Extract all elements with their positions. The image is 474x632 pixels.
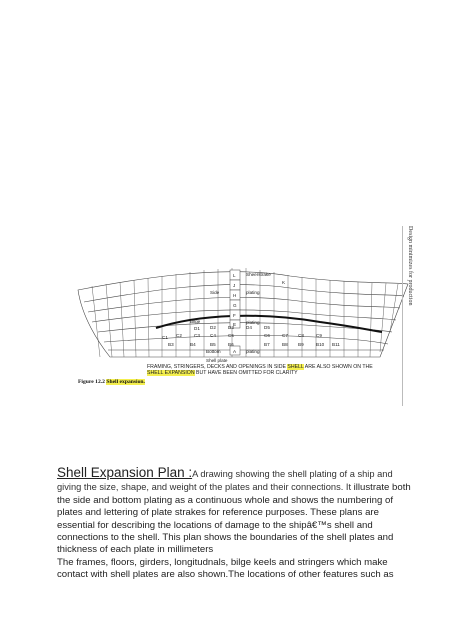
label-f: F bbox=[233, 313, 236, 318]
label-g: G bbox=[233, 303, 237, 308]
label-b10: B10 bbox=[316, 342, 325, 347]
figure-note-line-2: SHELL EXPANSION BUT HAVE BEEN OMITTED FOR CLARITY bbox=[147, 370, 298, 376]
label-e: E bbox=[233, 322, 237, 327]
label-d2: D2 bbox=[210, 325, 216, 330]
label-b8: B8 bbox=[282, 342, 288, 347]
label-h: H bbox=[233, 293, 237, 298]
lead-text: A drawing showing the shell plating of a ship and giving the size, shape, and weight of the plates and their connections. It bbox=[57, 469, 393, 493]
label-c2: C2 bbox=[176, 333, 182, 338]
label-plating-bottom: plating bbox=[246, 349, 260, 354]
label-plating-mid: plating bbox=[246, 320, 260, 325]
label-b3: B3 bbox=[168, 342, 174, 347]
label-bilge: Bilge bbox=[190, 319, 201, 324]
label-c7: C7 bbox=[282, 333, 288, 338]
figure-caption-text: Shell expansion. bbox=[106, 379, 145, 385]
document-body bbox=[57, 467, 419, 582]
label-sheerstrake: Sheerstrake bbox=[246, 272, 271, 277]
paragraph-1-text: illustrate both the side and bottom plating as a continuous whole and shows the numbering of plates and lettering of plate strakes for reference purposes. These plans are essential for describing the locations of damage to the shipâ€™s shell and connections to the shell. This plan shows the boundaries of the shell plates and thickness of each plate in millimeters bbox=[57, 482, 411, 556]
label-d4: D4 bbox=[246, 325, 252, 330]
label-c5: C5 bbox=[228, 333, 234, 338]
section-heading: Shell Expansion Plan : bbox=[57, 465, 193, 480]
label-j: J bbox=[233, 283, 236, 288]
label-k: K bbox=[282, 280, 286, 285]
label-d1: D1 bbox=[194, 326, 200, 331]
label-b6: B6 bbox=[228, 342, 234, 347]
label-plating-upper: plating bbox=[246, 290, 260, 295]
label-b9: B9 bbox=[298, 342, 304, 347]
label-b4: B4 bbox=[190, 342, 196, 347]
label-c8: C8 bbox=[298, 333, 304, 338]
label-l: L bbox=[233, 273, 236, 278]
label-shell-plate: Shell plate bbox=[206, 358, 228, 363]
label-b7: B7 bbox=[264, 342, 270, 347]
label-c9: C9 bbox=[316, 333, 322, 338]
label-b11: B11 bbox=[332, 342, 340, 347]
highlight-shell: SHELL bbox=[287, 364, 304, 370]
paragraph-2: The frames, floors, girders, longitudnals, bilge keels and stringers which make contact with shell plates are also shown.The locations of other features such as bbox=[57, 556, 394, 581]
label-d5: D5 bbox=[264, 325, 270, 330]
label-c1: C1 bbox=[162, 335, 168, 340]
label-a: A bbox=[233, 349, 237, 354]
figure-caption bbox=[78, 379, 145, 385]
paragraph-1 bbox=[57, 467, 419, 557]
margin-note: Design minimizes for production bbox=[407, 226, 413, 306]
label-c3: C3 bbox=[194, 333, 200, 338]
label-d3: D3 bbox=[228, 325, 234, 330]
figure-note-line-1: FRAMING, STRINGERS, DECKS AND OPENINGS IN SIDE SHELL ARE ALSO SHOWN ON THE bbox=[147, 364, 373, 370]
label-side: Side bbox=[210, 290, 220, 295]
label-c4: C4 bbox=[210, 333, 216, 338]
label-c6: C6 bbox=[264, 333, 270, 338]
label-bottom: Bottom bbox=[206, 349, 221, 354]
label-b5: B5 bbox=[210, 342, 216, 347]
figure-notes bbox=[147, 364, 373, 376]
figure-caption-number: Figure 12.2 bbox=[78, 379, 105, 385]
highlight-shell-expansion: SHELL EXPANSION bbox=[147, 370, 195, 376]
